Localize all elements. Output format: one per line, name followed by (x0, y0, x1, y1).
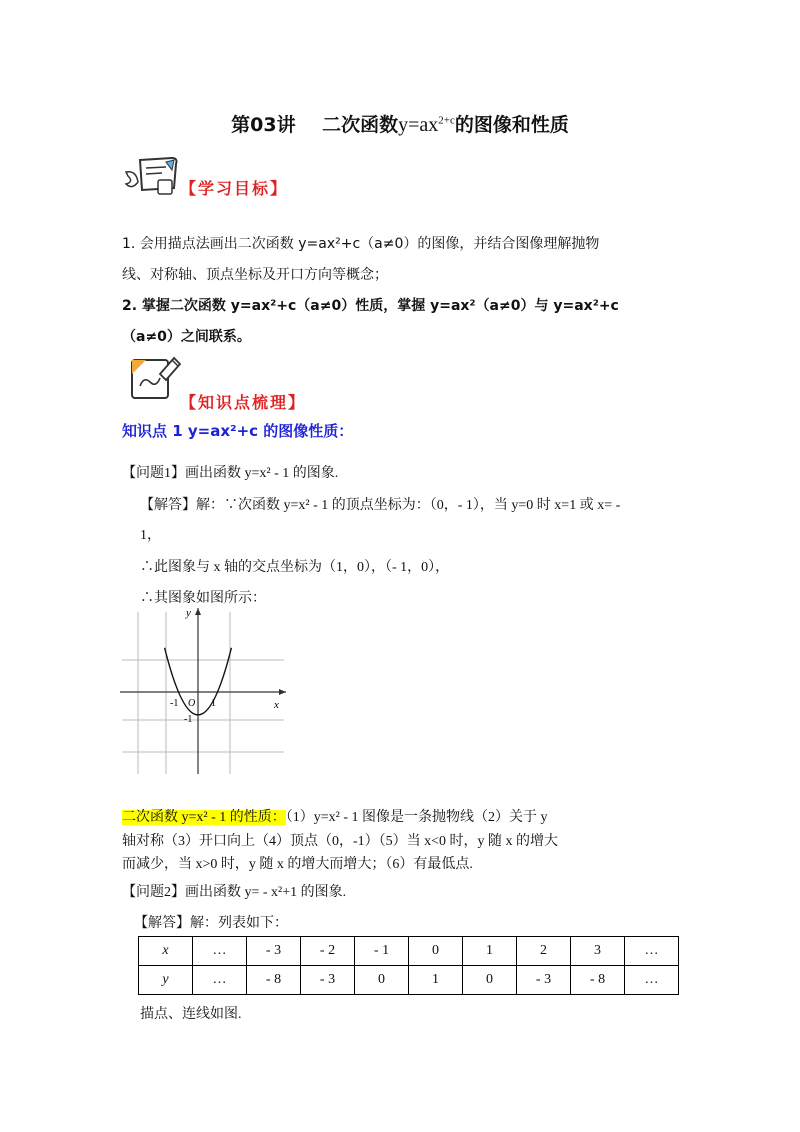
table-cell: x (139, 937, 193, 966)
goal-2-line-2: （a≠0）之间联系。 (122, 329, 251, 345)
table-cell: - 3 (301, 966, 355, 995)
q2-question: 【问题2】画出函数 y= - x²+1 的图象. (122, 885, 347, 900)
scroll-quill-icon (122, 152, 182, 198)
graph-grid (122, 612, 284, 774)
table-cell: 1 (409, 966, 463, 995)
knowledge-heading: 知识点 1 y=ax²+c 的图像性质： (122, 422, 354, 440)
title-formula: $y=ax^{2+c}$ (398, 114, 455, 136)
goal-1-line-2: 线、对称轴、顶点坐标及开口方向等概念； (122, 267, 388, 283)
tick-label-neg1-x: -1 (170, 698, 179, 709)
value-table (138, 936, 679, 995)
table-cell: 2 (517, 937, 571, 966)
q1-answer-line-4: ∴其图象如图所示： (140, 591, 266, 606)
properties-line-3: 而减少，当 x>0 时，y 随 x 的增大而增大；（6）有最低点. (122, 857, 473, 872)
q2-after-table: 描点、连线如图. (140, 1007, 242, 1022)
q2-answer: 【解答】解：列表如下： (134, 916, 288, 931)
table-cell: … (193, 966, 247, 995)
parabola-graph (118, 602, 290, 782)
properties-line-1 (122, 806, 548, 826)
goal-2-line-1: 2. 掌握二次函数 y=ax²+c（a≠0）性质，掌握 y=ax²（a≠0）与 y=ax²+c (122, 298, 619, 314)
title-suffix: 的图像和性质 (454, 114, 569, 136)
properties-line-2: 轴对称（3）开口向上（4）顶点（0，-1）（5）当 x<0 时，y 随 x 的增大 (122, 834, 559, 849)
x-axis-arrow (279, 689, 286, 695)
goals-banner: 【学习目标】 (180, 179, 289, 198)
pencil-note-icon (126, 352, 182, 404)
q1-answer-line-1: 【解答】解：∵次函数 y=x² - 1 的顶点坐标为：（0，- 1），当 y=0 时 x=1 或 x= - (140, 498, 621, 513)
table-cell: - 1 (355, 937, 409, 966)
table-cell: - 3 (517, 966, 571, 995)
x-axis-label: x (274, 699, 279, 711)
q1-answer-line-3: ∴此图象与 x 轴的交点坐标为（1，0），（- 1，0）， (140, 560, 450, 575)
table-cell: - 3 (247, 937, 301, 966)
table-cell: 3 (571, 937, 625, 966)
table-cell: … (625, 966, 679, 995)
q1-question: 【问题1】画出函数 y=x² - 1 的图象. (122, 466, 339, 481)
tick-label-neg1-y: -1 (184, 714, 193, 725)
q1-answer-line-2: 1， (140, 528, 161, 543)
table-cell: 0 (355, 966, 409, 995)
table-cell: - 8 (571, 966, 625, 995)
goal-1-line-1: 1. 会用描点法画出二次函数 y=ax²+c（a≠0）的图像，并结合图像理解抛物 (122, 236, 600, 252)
y-axis-arrow (195, 608, 201, 615)
table-cell: … (625, 937, 679, 966)
title-prefix: 第03讲 (231, 114, 296, 136)
table-row-x (139, 937, 679, 966)
table-cell: 0 (409, 937, 463, 966)
table-cell: 1 (463, 937, 517, 966)
table-cell: y (139, 966, 193, 995)
tick-label-1-x: 1 (211, 698, 216, 709)
table-cell: - 8 (247, 966, 301, 995)
page-title (0, 110, 800, 137)
title-mid: 二次函数 (322, 114, 399, 136)
table-cell: … (193, 937, 247, 966)
origin-label: O (188, 698, 196, 709)
knowledge-banner: 【知识点梳理】 (180, 393, 307, 412)
properties-highlight: 二次函数 y=x² - 1 的性质： (122, 810, 286, 825)
y-axis-label: y (186, 607, 191, 619)
table-cell: - 2 (301, 937, 355, 966)
table-row-y (139, 966, 679, 995)
table-cell: 0 (463, 966, 517, 995)
properties-line-1-rest: （1）y=x² - 1 图像是一条抛物线（2）关于 y (285, 810, 548, 825)
